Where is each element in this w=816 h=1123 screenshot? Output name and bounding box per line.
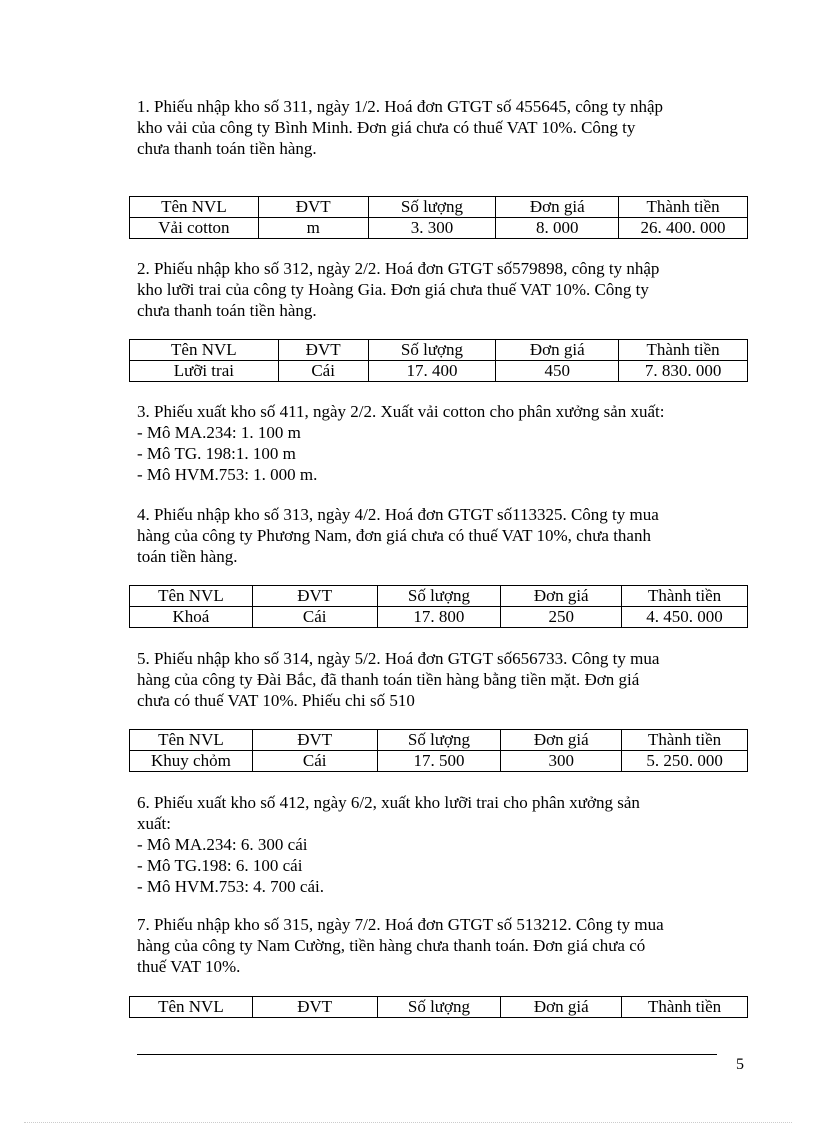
text-line: kho vải của công ty Bình Minh. Đơn giá chưa có thuế VAT 10%. Công ty: [137, 118, 636, 137]
header-cell: Tên NVL: [130, 997, 253, 1018]
item-5-text: [137, 648, 739, 711]
text-line: - Mô MA.234: 1. 100 m: [137, 423, 301, 442]
page-number: 5: [736, 1056, 744, 1073]
text-line: - Mô TG.198: 6. 100 cái: [137, 856, 303, 875]
header-cell: Số lượng: [368, 340, 496, 361]
table-cell: 4. 450. 000: [622, 607, 748, 628]
table-3: [129, 585, 748, 628]
table-header-row: [130, 197, 748, 218]
header-cell: Thành tiền: [622, 730, 748, 751]
text-line: chưa có thuế VAT 10%. Phiếu chi số 510: [137, 691, 415, 710]
table-cell: 7. 830. 000: [619, 361, 748, 382]
table-cell: 5. 250. 000: [622, 751, 748, 772]
text-line: toán tiền hàng.: [137, 547, 238, 566]
item-2-text: [137, 258, 739, 321]
text-line: - Mô HVM.753: 4. 700 cái.: [137, 877, 324, 896]
table-cell: 17. 400: [368, 361, 496, 382]
table-header-row: [130, 586, 748, 607]
text-line: xuất:: [137, 814, 171, 833]
table-cell: Cái: [252, 607, 377, 628]
item-7-text: [137, 914, 739, 977]
table-cell: m: [258, 218, 368, 239]
header-cell: Thành tiền: [622, 997, 748, 1018]
table-cell: 3. 300: [368, 218, 496, 239]
header-cell: Tên NVL: [130, 730, 253, 751]
table-cell: Khuy chỏm: [130, 751, 253, 772]
header-cell: Đơn giá: [501, 730, 622, 751]
table-header-row: [130, 730, 748, 751]
header-cell: Đơn giá: [496, 340, 619, 361]
text-line: 5. Phiếu nhập kho số 314, ngày 5/2. Hoá đơn GTGT số656733. Công ty mua: [137, 649, 660, 668]
text-line: chưa thanh toán tiền hàng.: [137, 139, 317, 158]
table-cell: Cái: [252, 751, 377, 772]
header-cell: Số lượng: [377, 997, 501, 1018]
header-cell: ĐVT: [252, 730, 377, 751]
item-6-text: [137, 792, 739, 897]
item-1-text: [137, 96, 739, 159]
text-line: 3. Phiếu xuất kho số 411, ngày 2/2. Xuất vải cotton cho phân xưởng sản xuất:: [137, 402, 665, 421]
text-line: 1. Phiếu nhập kho số 311, ngày 1/2. Hoá đơn GTGT số 455645, công ty nhập: [137, 97, 664, 116]
text-line: hàng của công ty Nam Cường, tiền hàng chưa thanh toán. Đơn giá chưa có: [137, 936, 646, 955]
table-cell: Khoá: [130, 607, 253, 628]
text-line: 4. Phiếu nhập kho số 313, ngày 4/2. Hoá đơn GTGT số113325. Công ty mua: [137, 505, 659, 524]
text-line: 7. Phiếu nhập kho số 315, ngày 7/2. Hoá đơn GTGT số 513212. Công ty mua: [137, 915, 664, 934]
text-line: - Mô MA.234: 6. 300 cái: [137, 835, 308, 854]
item-4-text: [137, 504, 739, 567]
table-4: [129, 729, 748, 772]
table-cell: Lưỡi trai: [130, 361, 279, 382]
text-line: hàng của công ty Phương Nam, đơn giá chưa có thuế VAT 10%, chưa thanh: [137, 526, 651, 545]
footer-divider: [137, 1054, 717, 1055]
header-cell: Tên NVL: [130, 197, 259, 218]
header-cell: Số lượng: [377, 586, 501, 607]
text-line: 6. Phiếu xuất kho số 412, ngày 6/2, xuất kho lưỡi trai cho phân xưởng sản: [137, 793, 640, 812]
table-5: [129, 996, 748, 1018]
table-cell: Vải cotton: [130, 218, 259, 239]
text-line: thuế VAT 10%.: [137, 957, 241, 976]
header-cell: Thành tiền: [622, 586, 748, 607]
text-line: - Mô HVM.753: 1. 000 m.: [137, 465, 318, 484]
text-line: 2. Phiếu nhập kho số 312, ngày 2/2. Hoá đơn GTGT số579898, công ty nhập: [137, 259, 660, 278]
header-cell: ĐVT: [258, 197, 368, 218]
table-cell: 300: [501, 751, 622, 772]
table-cell: 26. 400. 000: [619, 218, 748, 239]
header-cell: Số lượng: [368, 197, 496, 218]
header-cell: Thành tiền: [619, 197, 748, 218]
table-cell: 250: [501, 607, 622, 628]
header-cell: ĐVT: [252, 997, 377, 1018]
header-cell: ĐVT: [278, 340, 368, 361]
header-cell: Số lượng: [377, 730, 501, 751]
table-2: [129, 339, 748, 382]
text-line: kho lưỡi trai của công ty Hoàng Gia. Đơn giá chưa thuế VAT 10%. Công ty: [137, 280, 649, 299]
header-cell: Thành tiền: [619, 340, 748, 361]
header-cell: Đơn giá: [501, 997, 622, 1018]
header-cell: Tên NVL: [130, 340, 279, 361]
table-header-row: [130, 340, 748, 361]
table-cell: 17. 500: [377, 751, 501, 772]
table-row: [130, 218, 748, 239]
table-cell: 17. 800: [377, 607, 501, 628]
text-line: chưa thanh toán tiền hàng.: [137, 301, 317, 320]
table-row: [130, 361, 748, 382]
table-cell: Cái: [278, 361, 368, 382]
header-cell: Đơn giá: [496, 197, 619, 218]
text-line: hàng của công ty Đài Bắc, đã thanh toán tiền hàng bằng tiền mặt. Đơn giá: [137, 670, 640, 689]
table-cell: 8. 000: [496, 218, 619, 239]
table-cell: 450: [496, 361, 619, 382]
table-1: [129, 196, 748, 239]
header-cell: Đơn giá: [501, 586, 622, 607]
table-header-row: [130, 997, 748, 1018]
header-cell: Tên NVL: [130, 586, 253, 607]
header-cell: ĐVT: [252, 586, 377, 607]
table-row: [130, 751, 748, 772]
text-line: - Mô TG. 198:1. 100 m: [137, 444, 296, 463]
table-row: [130, 607, 748, 628]
item-3-text: [137, 401, 739, 485]
